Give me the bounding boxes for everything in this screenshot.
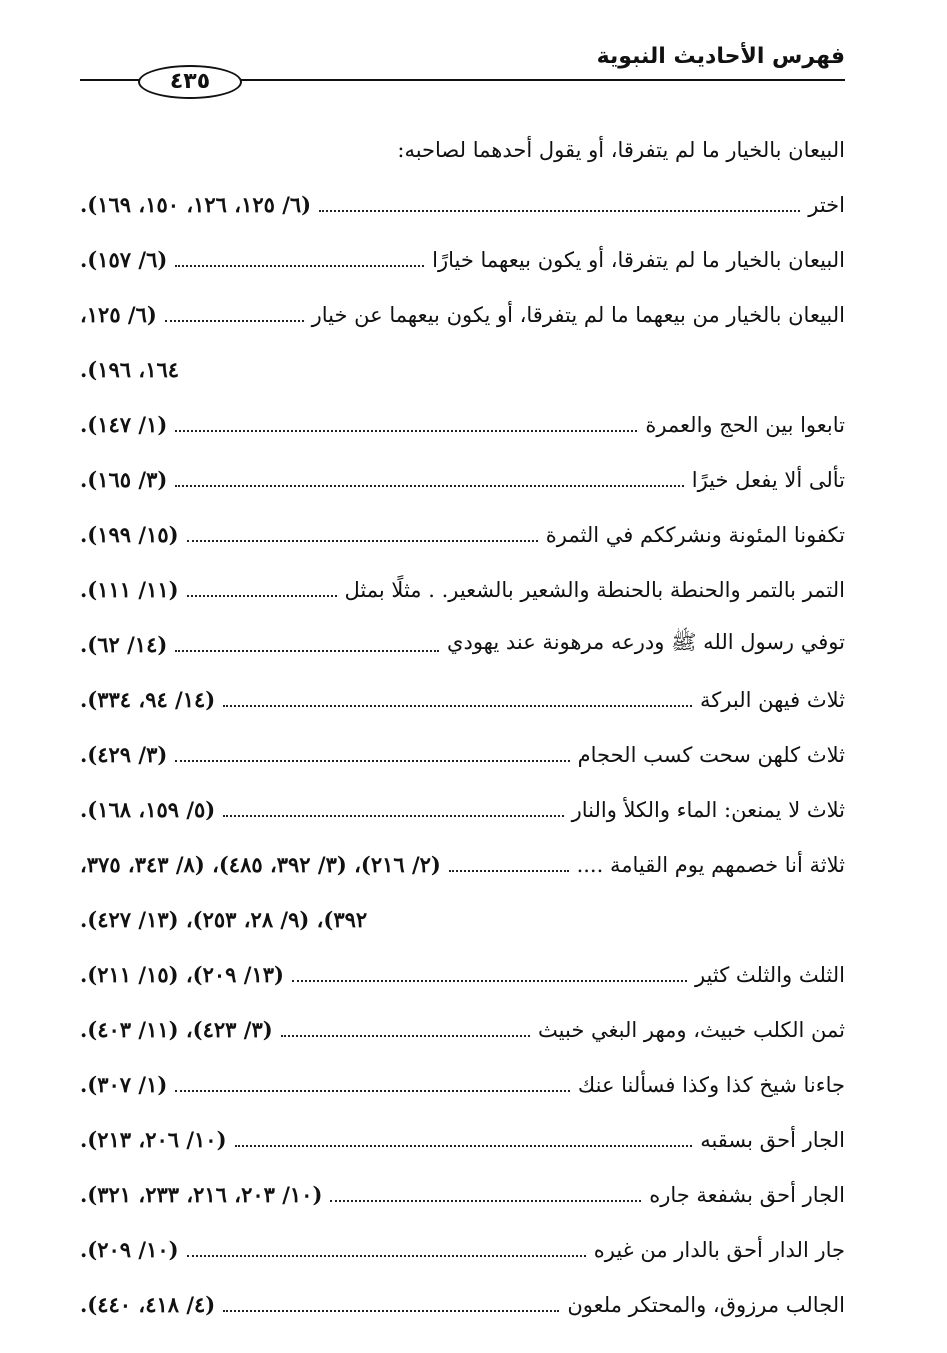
hadith-text: البيعان بالخيار ما لم يتفرقا، أو يقول أحدهما لصاحبه: <box>397 137 845 162</box>
volume-page-reference: (١٤/ ٩٤، ٣٣٤). <box>80 687 216 712</box>
dot-leader <box>187 595 337 597</box>
dot-leader <box>175 485 683 487</box>
page-number: ٤٣٥ <box>138 65 242 99</box>
index-entry <box>80 122 845 177</box>
index-entry <box>80 782 845 837</box>
index-entry <box>80 1057 845 1112</box>
index-entry <box>80 177 845 232</box>
hadith-text: الجار أحق بسقبه <box>700 1127 845 1152</box>
hadith-text: جار الدار أحق بالدار من غيره <box>593 1237 845 1262</box>
hadith-text: الجالب مرزوق، والمحتكر ملعون <box>567 1292 845 1317</box>
dot-leader <box>223 705 692 707</box>
hadith-index-list <box>80 122 845 1332</box>
index-entry <box>80 397 845 452</box>
index-entry <box>80 342 845 397</box>
hadith-text: تألى ألا يفعل خيرًا <box>691 467 845 492</box>
volume-page-reference: (١١/ ١١١). <box>80 577 179 602</box>
volume-page-reference: (٤/ ٤١٨، ٤٤٠). <box>80 1292 216 1317</box>
volume-page-reference: (١٠/ ٢٠٣، ٢١٦، ٢٣٣، ٣٢١). <box>80 1182 323 1207</box>
volume-page-reference: (٦/ ١٢٥، <box>80 302 157 327</box>
page-header <box>80 38 845 98</box>
hadith-text: البيعان بالخيار من بيعهما ما لم يتفرقا، أو يكون بيعهما عن خيار <box>311 302 845 327</box>
dot-leader <box>281 1035 530 1037</box>
index-entry <box>80 947 845 1002</box>
hadith-text: البيعان بالخيار ما لم يتفرقا، أو يكون بيعهما خيارًا <box>432 247 845 272</box>
hadith-text: ثمن الكلب خبيث، ومهر البغي خبيث <box>538 1017 845 1042</box>
hadith-text: توفي رسول الله ﷺ ودرعه مرهونة عند يهودي <box>447 630 845 654</box>
index-entry <box>80 1167 845 1222</box>
volume-page-reference: (٦/ ١٥٧). <box>80 247 168 272</box>
dot-leader <box>223 815 563 817</box>
dot-leader <box>187 540 538 542</box>
dot-leader <box>235 1145 693 1147</box>
dot-leader <box>223 1310 559 1312</box>
index-entry <box>80 672 845 727</box>
index-entry <box>80 892 845 947</box>
volume-page-reference: (١٠/ ٢٠٩). <box>80 1237 179 1262</box>
index-entry <box>80 232 845 287</box>
hadith-text: ثلاثة أنا خصمهم يوم القيامة .... <box>576 852 845 877</box>
volume-page-reference: (١/ ٣٠٧). <box>80 1072 168 1097</box>
dot-leader <box>165 320 304 322</box>
hadith-text: الثلث والثلث كثير <box>694 962 845 987</box>
volume-page-reference: (٣/ ٤٢٩). <box>80 742 168 767</box>
dot-leader <box>175 265 424 267</box>
volume-page-reference: (١/ ١٤٧). <box>80 412 168 437</box>
dot-leader <box>175 650 439 652</box>
volume-page-reference: ١٦٤، ١٩٦). <box>80 357 180 382</box>
index-entry <box>80 1002 845 1057</box>
hadith-text: تابعوا بين الحج والعمرة <box>645 412 845 437</box>
volume-page-reference: ٣٩٢)، (٩/ ٢٨، ٢٥٣)، (١٣/ ٤٢٧). <box>80 907 368 932</box>
hadith-text: ثلاث لا يمنعن: الماء والكلأ والنار <box>571 797 845 822</box>
hadith-text: تكفونا المئونة ونشرككم في الثمرة <box>545 522 845 547</box>
hadith-text: اختر <box>808 192 845 217</box>
volume-page-reference: (٣/ ١٦٥). <box>80 467 168 492</box>
volume-page-reference: (٦/ ١٢٥، ١٢٦، ١٥٠، ١٦٩). <box>80 192 312 217</box>
dot-leader <box>175 430 637 432</box>
hadith-text: ثلاث فيهن البركة <box>700 687 845 712</box>
dot-leader <box>187 1255 586 1257</box>
index-entry <box>80 837 845 892</box>
index-entry <box>80 562 845 617</box>
volume-page-reference: (١٥/ ١٩٩). <box>80 522 179 547</box>
index-entry <box>80 727 845 782</box>
index-entry <box>80 287 845 342</box>
dot-leader <box>175 760 569 762</box>
dot-leader <box>330 1200 641 1202</box>
index-entry <box>80 617 845 672</box>
volume-page-reference: (١٠/ ٢٠٦، ٢١٣). <box>80 1127 227 1152</box>
index-entry <box>80 507 845 562</box>
volume-page-reference: (١٣/ ٢٠٩)، (١٥/ ٢١١). <box>80 962 284 987</box>
volume-page-reference: (١٤/ ٦٢). <box>80 632 168 657</box>
hadith-text: التمر بالتمر والحنطة بالحنطة والشعير بالشعير. . مثلًا بمثل <box>344 577 845 602</box>
hadith-text: ثلاث كلهن سحت كسب الحجام <box>577 742 845 767</box>
dot-leader <box>292 980 687 982</box>
index-entry <box>80 1222 845 1277</box>
volume-page-reference: (٢/ ٢١٦)، (٣/ ٣٩٢، ٤٨٥)، (٨/ ٣٤٣، ٣٧٥، <box>80 852 441 877</box>
hadith-text: الجار أحق بشفعة جاره <box>649 1182 845 1207</box>
index-entry <box>80 452 845 507</box>
dot-leader <box>319 210 800 212</box>
running-title: فهرس الأحاديث النبوية <box>596 44 845 69</box>
dot-leader <box>175 1090 570 1092</box>
hadith-text: جاءنا شيخ كذا وكذا فسألنا عنك <box>577 1072 845 1097</box>
dot-leader <box>449 870 569 872</box>
volume-page-reference: (٥/ ١٥٩، ١٦٨). <box>80 797 216 822</box>
volume-page-reference: (٣/ ٤٢٣)، (١١/ ٤٠٣). <box>80 1017 273 1042</box>
index-entry <box>80 1112 845 1167</box>
index-entry <box>80 1277 845 1332</box>
